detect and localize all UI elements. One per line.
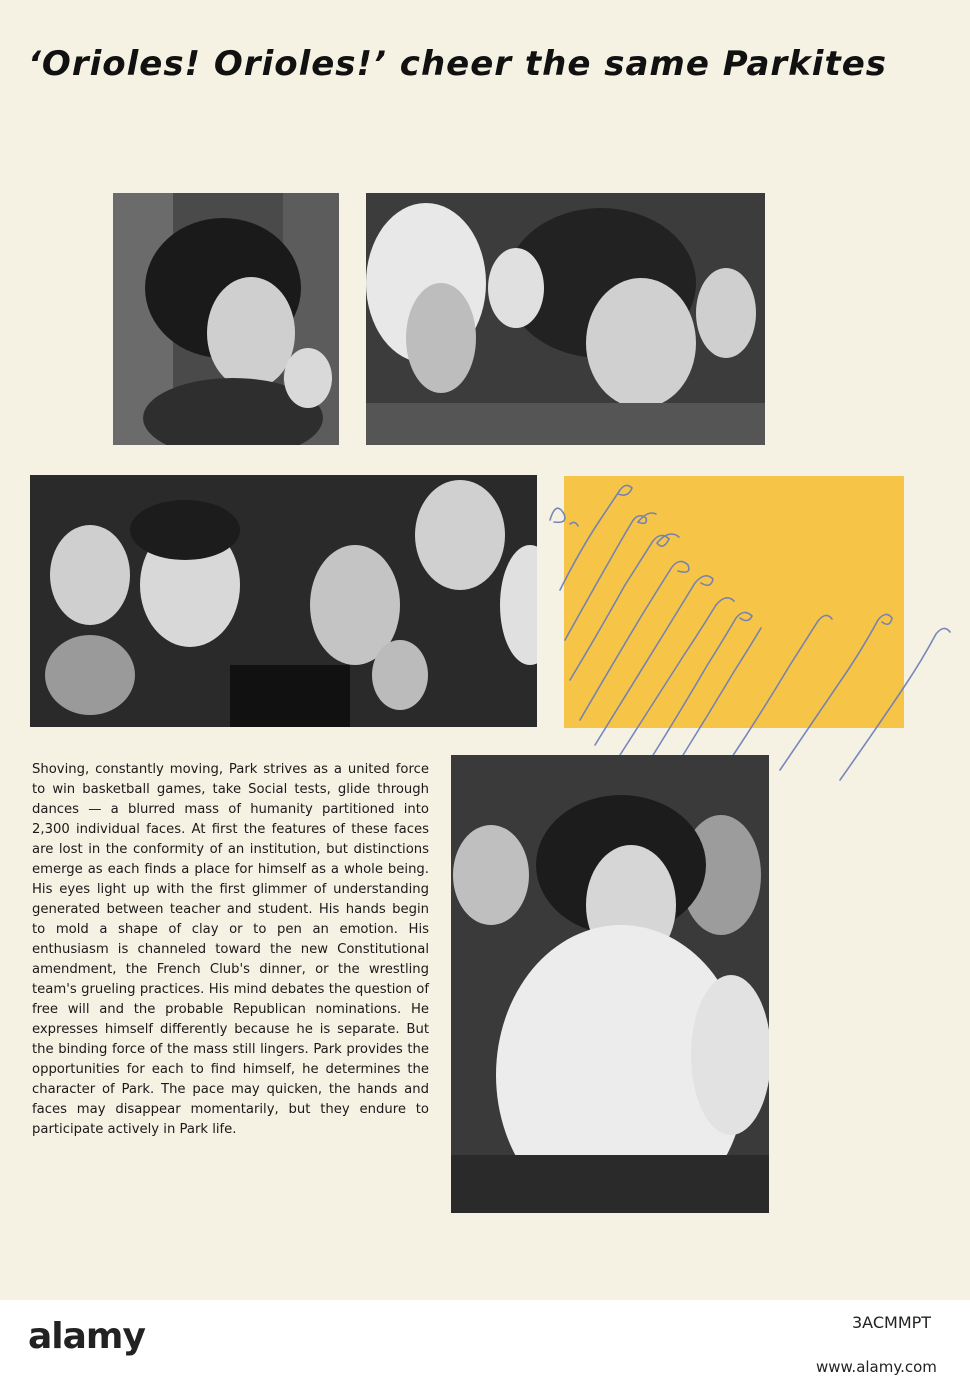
photo-two-girls-shouting	[366, 193, 765, 445]
photo-crowd-boys-glasses	[30, 475, 537, 727]
article-body-text: Shoving, constantly moving, Park strives as a united force to win basketball games, take Social tests, glide through dances — a blurred mass of humanity partitioned into 2,300 individual faces. At first the features of these faces are lost in the conformity of an institution, but distinctions emerge as each finds a place for himself as a whole being. His eyes light up with the first glimmer of understanding generated between teacher and student. His hands begin to mold a shape of clay or to pen an emotion. His enthusiasm is channeled toward the new Constitutional amendment, the French Club's dinner, or the wrestling team's grueling practices. His mind debates the question of free will and the probable Republican nominations. He expresses himself differently because he is separate. But the binding force of the mass still lingers. Park provides the opportunities for each to find himself, he determines the character of Park. The pace may quicken, the hands and faces may disappear momentarily, but they endure to participate actively in Park life.	[32, 762, 429, 1137]
image-id: 3ACMMPT	[852, 1313, 932, 1332]
handwritten-signature-note	[520, 460, 970, 800]
watermark-footer	[0, 1300, 970, 1390]
photo-girl-screaming	[451, 755, 769, 1213]
page-title: ‘Orioles! Orioles!’ cheer the same Parkites	[28, 44, 887, 84]
footer-url: www.alamy.com	[816, 1358, 937, 1376]
photo-girl-cheering	[113, 193, 339, 445]
alamy-logo: alamy	[28, 1316, 145, 1357]
